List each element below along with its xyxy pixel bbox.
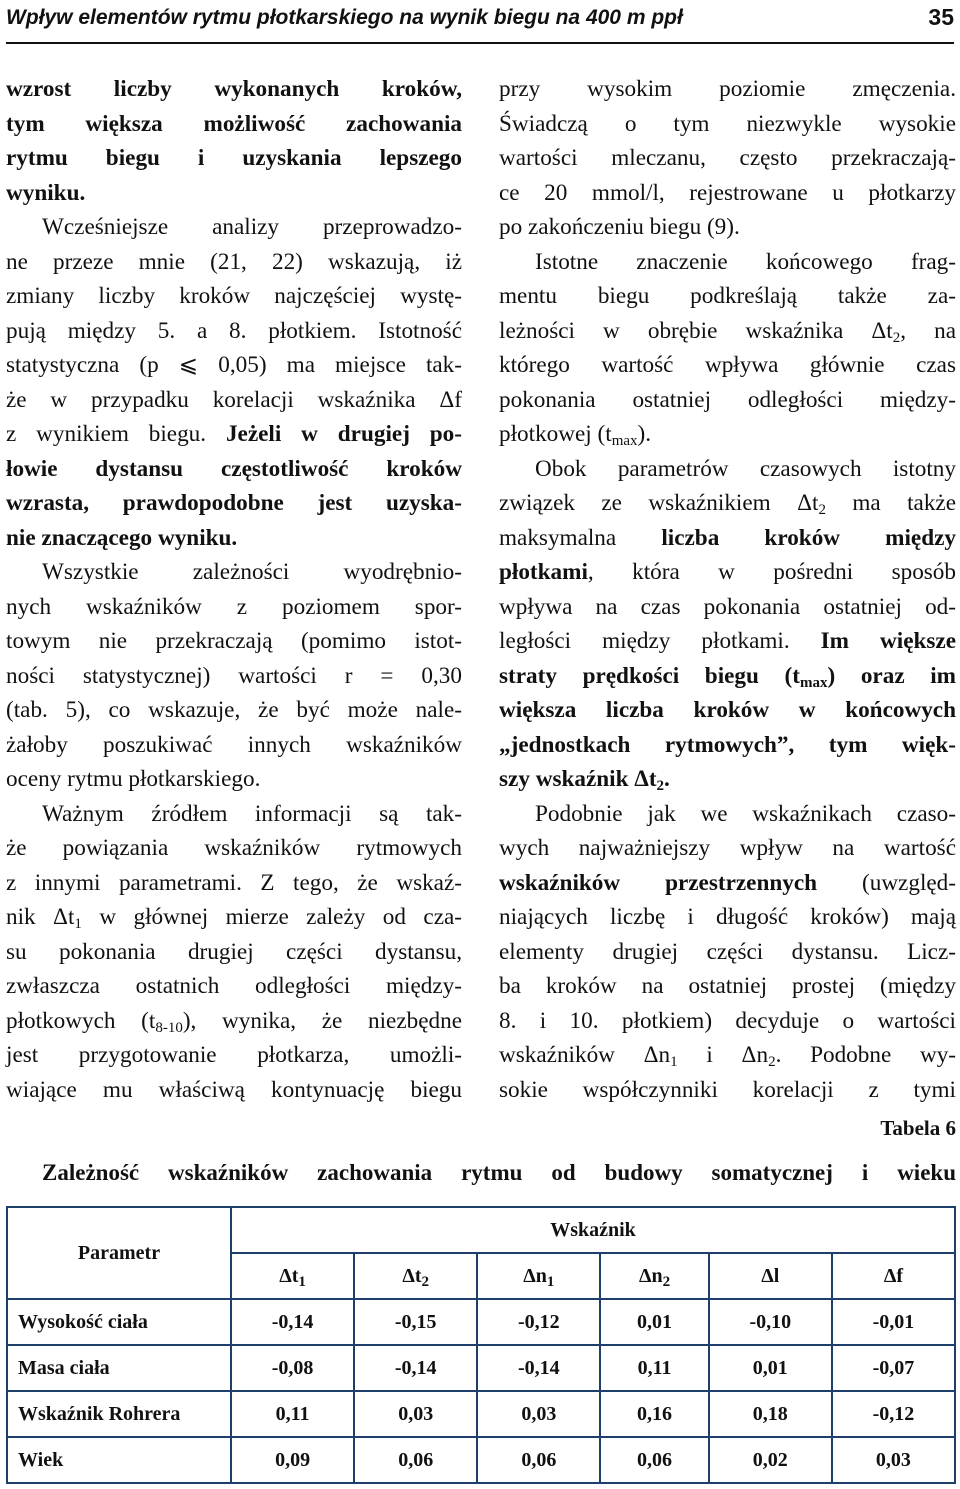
- text-line: przy wysokim poziomie zmęczenia.: [499, 76, 956, 102]
- row-header: Wskaźnik Rohrera: [7, 1391, 231, 1437]
- text-run: Δn: [523, 1264, 547, 1287]
- text-line: że w przypadku korelacji wskaźnika Δf: [6, 386, 462, 413]
- text-line: pokonania ostatniej odległości między-: [499, 386, 956, 413]
- text-line: [499, 555, 956, 590]
- text-line: [6, 176, 462, 211]
- table-title: Zależność wskaźników zachowania rytmu od budowy somatycznej i wieku: [42, 1160, 956, 1185]
- text-line: [6, 417, 462, 452]
- table-header-row: [7, 1207, 955, 1253]
- text-line: że powiązania wskaźników rytmowych: [6, 835, 462, 861]
- text-line: Wcześniejsze analizy przeprowadzo-: [42, 214, 462, 240]
- table-cell: -0,15: [354, 1299, 477, 1345]
- subscript: 2: [421, 1273, 430, 1290]
- text-line: jest przygotowanie płotkarza, umożli-: [6, 1042, 462, 1068]
- column-header: [477, 1253, 600, 1299]
- subscript: 2: [662, 1273, 671, 1290]
- paragraph: [6, 210, 462, 555]
- right-column: [499, 72, 956, 1107]
- text-run: związek ze wskaźnikiem Δt: [499, 490, 819, 516]
- subscript: 1: [74, 916, 82, 932]
- text-run: Δn: [638, 1264, 663, 1287]
- subscript: 8-10: [155, 1019, 183, 1036]
- text-run: ległości między płotkami.: [499, 628, 821, 654]
- text-line: oceny rytmu płotkarskiego.: [6, 766, 261, 792]
- text-run: szy wskaźnik Δt: [499, 766, 657, 792]
- page-header: [6, 0, 954, 44]
- text-line: [499, 1038, 956, 1073]
- table-cell: -0,14: [354, 1345, 477, 1391]
- text-run: , na: [900, 317, 957, 344]
- table-cell: 0,18: [709, 1391, 832, 1437]
- text-line: wych najważniejszy wpływ na wartość: [499, 835, 956, 861]
- column-header-param: Parametr: [7, 1207, 231, 1299]
- text-run: ma także: [825, 490, 956, 516]
- paragraph: [6, 797, 462, 1108]
- text-line: mentu biegu podkreślają także za-: [499, 283, 956, 309]
- emphasis: [499, 663, 956, 689]
- subscript: max: [800, 674, 828, 691]
- text-line: niających liczbę i długość kroków) mają: [499, 904, 956, 930]
- text-run: w głównej mierze zależy od cza-: [81, 904, 463, 930]
- text-line: [6, 900, 462, 935]
- text-line: [499, 866, 956, 901]
- text-line: Wszystkie zależności wyodrębnio-: [42, 559, 462, 585]
- text-line: su pokonania drugiej części dystansu,: [6, 938, 462, 965]
- text-run: z wynikiem biegu.: [6, 421, 226, 447]
- text-line: [499, 693, 956, 728]
- text-line: z innymi parametrami. Z tego, że wskaź-: [6, 869, 462, 896]
- text-line: ne przeze mnie (21, 22) wskazują, iż: [6, 248, 462, 275]
- text-line: zwłaszcza ostatnich odległości między-: [6, 973, 462, 999]
- emphasis: płotkami: [499, 559, 588, 585]
- emphasis: Im większe: [820, 628, 956, 654]
- text-line: 8. i 10. płotkiem) decyduje o wartości: [499, 1007, 956, 1034]
- text-line: sokie współczynniki korelacji z tymi: [499, 1076, 956, 1103]
- table-row: [7, 1391, 955, 1437]
- text-line: po zakończeniu biegu (9).: [499, 214, 740, 240]
- emphasis: wskaźników przestrzennych: [499, 869, 818, 896]
- text-run: płotkowej (t: [499, 421, 612, 447]
- emphasis: „jednostkach rytmowych”, tym więk-: [499, 731, 956, 758]
- text-line: [499, 417, 956, 452]
- text-line: pują między 5. a 8. płotkiem. Istotność: [6, 317, 462, 344]
- text-line: (tab. 5), co wskazuje, że być może nale-: [6, 697, 462, 723]
- text-run: płotkowych (t: [6, 1007, 156, 1034]
- table-cell: 0,11: [600, 1345, 708, 1391]
- table-cell: -0,08: [231, 1345, 354, 1391]
- row-header: Wysokość ciała: [7, 1299, 231, 1345]
- text-run: nik Δt: [6, 904, 75, 930]
- text-run: . Podobne wy-: [775, 1042, 957, 1068]
- column-header: [231, 1253, 354, 1299]
- text-line: [6, 141, 462, 176]
- text-line: Podobnie jak we wskaźnikach czaso-: [535, 800, 956, 827]
- text-line: [6, 452, 462, 487]
- subscript: 1: [670, 1054, 678, 1070]
- text-line: [499, 521, 956, 556]
- emphasis: tym większa możliwość zachowania: [6, 110, 462, 137]
- text-run: Δf: [883, 1264, 904, 1287]
- left-column: [6, 72, 462, 1107]
- table-row: [7, 1299, 955, 1345]
- data-table: [6, 1206, 956, 1484]
- text-line: Świadczą o tym niezwykle wysokie: [499, 110, 956, 137]
- text-run: Δt: [402, 1264, 422, 1287]
- table-cell: -0,14: [477, 1345, 600, 1391]
- text-line: [499, 762, 956, 797]
- table-cell: 0,11: [231, 1391, 354, 1437]
- text-line: ce 20 mmol/l, rejestrowane u płotkarzy: [499, 179, 956, 206]
- text-line: statystyczna (p ⩽ 0,05) ma miejsce tak-: [6, 352, 462, 378]
- text-line: ba kroków na ostatniej prostej (między: [499, 973, 956, 999]
- text-line: [6, 1004, 462, 1039]
- text-line: którego wartość wpływa głównie czas: [499, 352, 956, 378]
- text-line: [499, 486, 956, 521]
- paragraph: [6, 555, 462, 797]
- table-cell: 0,09: [231, 1437, 354, 1483]
- text-line: [499, 659, 956, 694]
- text-run: ), wynika, że niezbędne: [182, 1007, 462, 1034]
- table-cell: 0,01: [600, 1299, 708, 1345]
- text-line: [6, 486, 462, 521]
- table-cell: 0,06: [477, 1437, 600, 1483]
- subscript: 1: [546, 1273, 555, 1290]
- emphasis: wzrost liczby wykonanych kroków,: [6, 76, 462, 102]
- emphasis: wzrasta, prawdopodobne jest uzyska-: [6, 490, 462, 516]
- subscript: 2: [818, 502, 826, 518]
- emphasis: wyniku.: [6, 179, 86, 206]
- paragraph: [499, 797, 956, 1108]
- row-header: Wiek: [7, 1437, 231, 1483]
- emphasis: liczba kroków między: [661, 524, 956, 551]
- text-run: straty prędkości biegu (t: [499, 662, 800, 689]
- subscript: max: [611, 433, 638, 449]
- table-cell: 0,06: [600, 1437, 708, 1483]
- text-line: [499, 728, 956, 763]
- text-line: Obok parametrów czasowych istotny: [535, 455, 956, 482]
- table-cell: -0,01: [832, 1299, 955, 1345]
- text-line: wiające mu właściwą kontynuację biegu: [6, 1076, 462, 1103]
- paragraph: [499, 245, 956, 452]
- subscript: 2: [892, 329, 901, 346]
- text-run: leżności w obrębie wskaźnika Δt: [499, 317, 893, 344]
- paragraph: [6, 72, 462, 210]
- column-header: [832, 1253, 955, 1299]
- text-line: elementy drugiej części dystansu. Licz-: [499, 938, 956, 965]
- text-line: Ważnym źródłem informacji są tak-: [42, 800, 462, 827]
- text-run: (uwzględ-: [817, 869, 956, 896]
- text-run: i Δn: [677, 1042, 769, 1068]
- table-cell: 0,16: [600, 1391, 708, 1437]
- text-line: [499, 624, 956, 659]
- table-row: [7, 1345, 955, 1391]
- emphasis: rytmu biegu i uzyskania lepszego: [6, 145, 462, 171]
- text-run: wskaźników Δn: [499, 1042, 671, 1068]
- text-run: Δl: [761, 1264, 780, 1287]
- text-line: zmiany liczby kroków najczęściej wystę-: [6, 283, 462, 309]
- running-title: Wpływ elementów rytmu płotkarskiego na wynik biegu na 400 m ppł: [6, 6, 683, 29]
- emphasis: łowie dystansu częstotliwość kroków: [6, 455, 462, 482]
- text-line: wpływa na czas pokonania ostatniej od-: [499, 593, 956, 620]
- subscript: 2: [656, 778, 665, 794]
- text-run: Δt: [279, 1264, 299, 1287]
- table-cell: 0,03: [477, 1391, 600, 1437]
- text-run: .: [664, 766, 670, 792]
- row-header: Masa ciała: [7, 1345, 231, 1391]
- table-cell: 0,01: [709, 1345, 832, 1391]
- text-run: ) oraz im: [827, 662, 956, 689]
- emphasis: Jeżeli w drugiej po-: [225, 421, 462, 447]
- column-header: [600, 1253, 708, 1299]
- text-line: [6, 107, 462, 142]
- column-group-header: Wskaźnik: [231, 1207, 955, 1253]
- text-line: [499, 314, 956, 349]
- paragraph: [499, 72, 956, 245]
- text-line: [6, 521, 462, 556]
- text-line: żałoby poszukiwać innych wskaźników: [6, 731, 462, 758]
- text-run: maksymalna: [499, 524, 662, 551]
- table-cell: 0,03: [354, 1391, 477, 1437]
- text-line: Istotne znaczenie końcowego frag-: [535, 248, 956, 275]
- page-number: 35: [928, 4, 954, 30]
- table-cell: -0,10: [709, 1299, 832, 1345]
- column-header: [709, 1253, 832, 1299]
- text-line: nych wskaźników z poziomem spor-: [6, 593, 462, 620]
- table-cell: 0,03: [832, 1437, 955, 1483]
- text-run: , która w pośredni sposób: [587, 559, 956, 585]
- text-line: ności statystycznej) wartości r = 0,30: [6, 662, 462, 689]
- subscript: 1: [298, 1273, 306, 1290]
- table-cell: -0,12: [477, 1299, 600, 1345]
- emphasis: większa liczba kroków w końcowych: [499, 697, 956, 723]
- column-header: [354, 1253, 477, 1299]
- table-cell: -0,07: [832, 1345, 955, 1391]
- text-line: [6, 72, 462, 107]
- subscript: 2: [768, 1054, 776, 1070]
- table-cell: -0,12: [832, 1391, 955, 1437]
- paragraph: [499, 452, 956, 797]
- emphasis: nie znaczącego wyniku.: [6, 524, 238, 551]
- table-cell: -0,14: [231, 1299, 354, 1345]
- text-run: ).: [637, 421, 652, 447]
- emphasis: [499, 766, 670, 792]
- table-row: [7, 1437, 955, 1483]
- table-cell: 0,06: [354, 1437, 477, 1483]
- table-cell: 0,02: [709, 1437, 832, 1483]
- text-line: wartości mleczanu, często przekraczają-: [499, 145, 956, 171]
- text-line: towym nie przekraczają (pomimo istot-: [6, 628, 462, 654]
- table-number: Tabela 6: [880, 1116, 956, 1140]
